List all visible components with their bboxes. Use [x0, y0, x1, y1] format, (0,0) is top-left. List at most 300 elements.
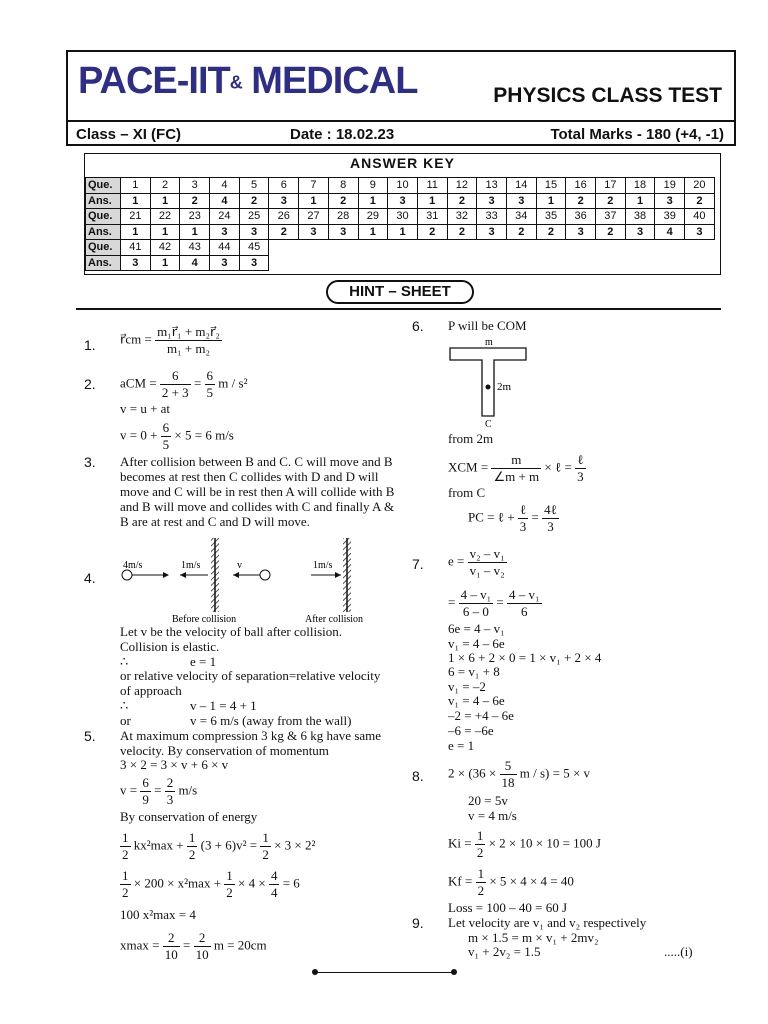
question-number-cell: 31	[417, 209, 447, 225]
fraction	[120, 868, 131, 901]
answer-cell: 2	[269, 224, 299, 240]
answer-cell: 2	[506, 224, 536, 240]
empty-cell	[388, 240, 418, 256]
mass-label: m	[485, 337, 493, 348]
empty-cell	[625, 255, 655, 271]
denominator: m₁ + m₂	[166, 341, 211, 356]
denominator: 10	[195, 947, 209, 962]
numerator: m	[491, 452, 541, 469]
fraction	[160, 368, 191, 401]
hint-4-line: Collision is elastic.	[120, 639, 220, 654]
denominator: 3	[166, 792, 174, 807]
fraction	[468, 546, 507, 579]
footer-dot	[312, 969, 318, 975]
denominator: 18	[501, 775, 515, 790]
answer-cell: 3	[239, 255, 269, 271]
denominator: 3	[547, 519, 554, 534]
question-number-cell: 32	[447, 209, 477, 225]
hint-7-line: v₁ = 4 – 6e	[448, 636, 505, 651]
hint-7-line: 6e = 4 – v₁	[448, 621, 505, 636]
question-number-cell: 28	[328, 209, 358, 225]
answer-cell: 3	[210, 255, 240, 271]
question-number-cell: 44	[210, 240, 240, 256]
hint-4-line: e = 1	[190, 654, 217, 669]
hint-7-line: v₁ = –2	[448, 679, 486, 694]
t-shape-figure	[446, 334, 536, 430]
answer-cell: 2	[417, 224, 447, 240]
numerator: m₁r⃗₁ + m₂r⃗₂	[157, 324, 220, 339]
empty-cell	[299, 240, 329, 256]
formula-part: Ki =	[448, 835, 472, 851]
empty-cell	[358, 255, 388, 271]
denominator: 10	[164, 947, 178, 962]
fraction	[575, 452, 586, 485]
denominator: 2	[477, 883, 485, 898]
empty-cell	[388, 255, 418, 271]
ans-label: Ans.	[86, 224, 121, 240]
hint-number: 7.	[412, 556, 424, 572]
hint-4-line: Let v be the velocity of ball after collision.	[120, 624, 343, 639]
answer-cell: 3	[210, 224, 240, 240]
hint-6-line: from C	[448, 485, 486, 500]
answer-key-box	[84, 153, 721, 275]
hint-6-formula	[468, 502, 559, 535]
answer-key-table	[85, 177, 715, 271]
empty-cell	[596, 255, 626, 271]
hint-7-line: –6 = –6e	[448, 723, 494, 738]
numerator: 1	[188, 830, 196, 845]
equals: =	[496, 594, 504, 610]
empty-cell	[536, 240, 566, 256]
fraction	[163, 930, 180, 963]
question-number-cell: 13	[477, 178, 507, 194]
question-number-cell: 6	[269, 178, 299, 194]
hint-7-line: –2 = +4 – 6e	[448, 708, 514, 723]
formula-part: × 2 × 10 × 10 = 100 J	[488, 835, 601, 851]
hint-7-line: 6 = v₁ + 8	[448, 664, 500, 679]
question-number-cell: 3	[180, 178, 210, 194]
question-number-cell: 34	[506, 209, 536, 225]
denominator: 5	[162, 437, 170, 452]
formula-part: × 3 × 2²	[274, 837, 316, 853]
denominator: ∠m + m	[493, 469, 540, 484]
fraction	[500, 758, 517, 791]
fraction	[161, 420, 172, 453]
fraction	[518, 502, 529, 535]
numerator: 1	[122, 830, 129, 845]
question-number-cell: 25	[239, 209, 269, 225]
fraction	[507, 587, 542, 620]
question-number-cell: 36	[566, 209, 596, 225]
formula-part: × ℓ =	[544, 459, 572, 475]
que-label: Que.	[86, 240, 121, 256]
hint-9-line: Let velocity are v₁ and v₂ respectively	[448, 915, 647, 930]
collision-figure	[115, 534, 390, 626]
formula-part: (3 + 6)v² =	[200, 837, 258, 853]
formula-part: × 5 = 6 m/s	[174, 427, 234, 443]
velocity-label: 1m/s	[313, 560, 333, 571]
com-point	[486, 385, 491, 390]
logo-amp: &	[229, 72, 242, 93]
wall-hatch	[211, 538, 219, 612]
hint-number: 8.	[412, 768, 424, 784]
question-number-cell: 26	[269, 209, 299, 225]
hint-7-formula	[448, 587, 542, 620]
hint-8-formula	[448, 828, 601, 861]
answer-cell: 2	[596, 224, 626, 240]
answer-cell: 1	[180, 224, 210, 240]
answer-cell: 1	[121, 224, 151, 240]
answer-cell: 4	[210, 193, 240, 209]
logo-iit: -IIT	[176, 60, 230, 102]
question-number-cell: 2	[150, 178, 180, 194]
fraction	[491, 452, 541, 485]
numerator: 5	[500, 758, 517, 775]
question-number-cell: 30	[388, 209, 418, 225]
hint-8-formula	[448, 758, 590, 791]
denominator: 3	[519, 519, 527, 534]
hint-5-formula	[120, 930, 267, 963]
denominator: 2	[262, 847, 269, 862]
hint-8-formula	[448, 866, 574, 899]
logo	[78, 60, 417, 103]
hint-8-line: Loss = 100 – 40 = 60 J	[448, 900, 568, 915]
numerator: 1	[477, 866, 485, 881]
point-label: C	[485, 419, 492, 430]
hint-4-symbol: ∴	[120, 654, 129, 669]
wall-hatch	[343, 538, 351, 612]
hint-number: 6.	[412, 318, 424, 334]
ball	[260, 570, 270, 580]
answer-cell: 2	[447, 224, 477, 240]
empty-cell	[269, 255, 299, 271]
fraction	[542, 502, 559, 535]
question-number-cell: 19	[655, 178, 685, 194]
answer-cell: 1	[417, 193, 447, 209]
formula-part: kx²max +	[133, 837, 184, 853]
question-number-cell: 22	[150, 209, 180, 225]
question-number-cell: 1	[121, 178, 151, 194]
denominator: v₁ – v₂	[469, 563, 505, 578]
hint-7-line: v₁ = 4 – 6e	[448, 693, 505, 708]
que-label: Que.	[86, 178, 121, 194]
fraction	[165, 775, 176, 808]
date-label: Date : 18.02.23	[290, 126, 395, 143]
empty-cell	[566, 240, 596, 256]
hint-5-line: 3 × 2 = 3 × v + 6 × v	[120, 757, 229, 772]
answer-cell: 1	[150, 255, 180, 271]
numerator: 2	[163, 930, 180, 947]
hint-4-symbol: or	[120, 713, 131, 728]
answer-cell: 1	[536, 193, 566, 209]
denominator: 6 – 0	[462, 604, 489, 619]
formula-part: m = 20cm	[213, 937, 267, 953]
answer-cell: 2	[566, 193, 596, 209]
hint-2-line: v = u + at	[120, 401, 171, 416]
numerator: 6	[162, 420, 170, 435]
formula-part: v =	[120, 782, 138, 798]
hint-4-line: of approach	[120, 683, 182, 698]
numerator: 4 – v₁	[460, 587, 492, 602]
question-number-cell: 14	[506, 178, 536, 194]
hint-5-line: velocity. By conservation of momentum	[120, 743, 329, 758]
answer-cell: 4	[180, 255, 210, 271]
question-number-cell: 38	[625, 209, 655, 225]
empty-cell	[685, 255, 715, 271]
answer-cell: 3	[239, 224, 269, 240]
ball	[122, 570, 132, 580]
question-number-cell: 10	[388, 178, 418, 194]
fraction	[224, 868, 235, 901]
empty-cell	[625, 240, 655, 256]
caption-before: Before collision	[172, 614, 237, 625]
empty-cell	[299, 255, 329, 271]
numerator: 4 – v₁	[508, 587, 540, 602]
mass-label: 2m	[497, 381, 512, 393]
footer-divider	[316, 972, 454, 973]
question-number-cell: 8	[328, 178, 358, 194]
answer-cell: 2	[180, 193, 210, 209]
answer-cell: 2	[536, 224, 566, 240]
velocity-label: 1m/s	[181, 560, 201, 571]
header-box	[66, 50, 736, 146]
empty-cell	[328, 240, 358, 256]
answer-cell: 3	[625, 224, 655, 240]
answer-cell: 3	[328, 224, 358, 240]
question-number-cell: 18	[625, 178, 655, 194]
answer-cell: 1	[299, 193, 329, 209]
answer-cell: 3	[506, 193, 536, 209]
question-number-cell: 40	[685, 209, 715, 225]
que-label: Que.	[86, 209, 121, 225]
question-number-cell: 5	[239, 178, 269, 194]
denominator: 2	[122, 885, 129, 900]
numerator: 6	[206, 368, 214, 383]
question-number-cell: 29	[358, 209, 388, 225]
ans-label: Ans.	[86, 255, 121, 271]
empty-cell	[506, 255, 536, 271]
empty-cell	[477, 255, 507, 271]
hint-1-formula	[120, 324, 222, 357]
hint-7-line: 1 × 6 + 2 × 0 = 1 × v₁ + 2 × 4	[448, 650, 602, 665]
answer-cell: 1	[121, 193, 151, 209]
answer-cell: 3	[269, 193, 299, 209]
empty-cell	[685, 240, 715, 256]
question-number-cell: 11	[417, 178, 447, 194]
question-number-cell: 43	[180, 240, 210, 256]
denominator: 9	[142, 792, 149, 807]
question-number-cell: 7	[299, 178, 329, 194]
formula-part: v = 0 +	[120, 427, 158, 443]
equals: =	[182, 937, 191, 953]
hint-divider	[76, 308, 721, 310]
numerator: 1	[226, 868, 233, 883]
formula-lhs: r⃗cm =	[120, 331, 152, 347]
answer-row	[86, 224, 715, 240]
fraction	[476, 866, 487, 899]
question-number-cell: 9	[358, 178, 388, 194]
hint-5-formula	[120, 868, 300, 901]
answer-cell: 2	[328, 193, 358, 209]
answer-cell: 1	[358, 193, 388, 209]
fraction	[269, 868, 280, 901]
answer-cell: 2	[596, 193, 626, 209]
hint-6-line: P will be COM	[448, 318, 527, 333]
hint-5-line: By conservation of energy	[120, 809, 258, 824]
numerator: 1	[122, 868, 129, 883]
test-title: PHYSICS CLASS TEST	[493, 84, 722, 107]
formula-part: e =	[448, 553, 465, 569]
numerator: 1	[476, 828, 484, 843]
answer-cell: 1	[150, 224, 180, 240]
formula-part: × 200 × x²max +	[133, 875, 222, 891]
question-number-cell: 16	[566, 178, 596, 194]
question-number-cell: 33	[477, 209, 507, 225]
equals: =	[531, 509, 539, 525]
hint-2-formula	[120, 368, 247, 401]
question-row	[86, 178, 715, 194]
answer-key-title: ANSWER KEY	[350, 155, 455, 171]
question-number-cell: 17	[596, 178, 626, 194]
formula-part: × 5 × 4 × 4 = 40	[489, 873, 574, 889]
question-row	[86, 240, 715, 256]
fraction	[194, 930, 211, 963]
equation-tag: .....(i)	[664, 944, 693, 959]
question-number-cell: 15	[536, 178, 566, 194]
question-number-cell: 23	[180, 209, 210, 225]
fraction	[155, 324, 222, 357]
answer-cell: 3	[121, 255, 151, 271]
denominator: 2	[226, 885, 233, 900]
numerator: 6	[142, 775, 149, 790]
numerator: 1	[262, 830, 269, 845]
answer-cell: 2	[239, 193, 269, 209]
numerator: 6	[160, 368, 191, 385]
empty-cell	[477, 240, 507, 256]
hint-6-line: from 2m	[448, 431, 494, 446]
hint-number: 5.	[84, 728, 96, 744]
empty-cell	[596, 240, 626, 256]
answer-cell: 1	[388, 224, 418, 240]
question-number-cell: 27	[299, 209, 329, 225]
answer-row	[86, 255, 715, 271]
answer-cell: 3	[685, 224, 715, 240]
empty-cell	[417, 255, 447, 271]
formula-part: Kf =	[448, 873, 473, 889]
empty-cell	[328, 255, 358, 271]
unit: m/s	[178, 782, 198, 798]
formula-part: × 4 ×	[238, 875, 266, 891]
hint-sheet-title: HINT – SHEET	[326, 280, 474, 304]
question-row	[86, 209, 715, 225]
fraction	[475, 828, 486, 861]
fraction	[187, 830, 198, 863]
formula-part: XCM =	[448, 459, 489, 475]
formula-part: m / s) = 5 × v	[519, 765, 591, 781]
numerator: 2	[166, 775, 174, 790]
hint-9-line: v₁ + 2v₂ = 1.5	[468, 944, 541, 959]
marks-label: Total Marks - 180 (+4, -1)	[550, 126, 724, 143]
denominator: 3	[577, 469, 584, 484]
fraction	[459, 587, 494, 620]
hint-number: 4.	[84, 570, 96, 586]
answer-cell: 3	[655, 193, 685, 209]
empty-cell	[417, 240, 447, 256]
fraction	[120, 830, 131, 863]
hint-5-line: 100 x²max = 4	[120, 907, 196, 922]
hint-number: 2.	[84, 376, 96, 392]
numerator: ℓ	[518, 502, 529, 519]
question-number-cell: 21	[121, 209, 151, 225]
hint-4-symbol: ∴	[120, 698, 129, 713]
denominator: 5	[206, 385, 214, 400]
question-number-cell: 35	[536, 209, 566, 225]
velocity-label: v	[237, 560, 242, 571]
hint-4-line: or relative velocity of separation=relative velocity	[120, 668, 381, 683]
formula-part: = 6	[282, 875, 300, 891]
fraction	[205, 368, 216, 401]
question-number-cell: 39	[655, 209, 685, 225]
question-number-cell: 12	[447, 178, 477, 194]
denominator: 2 + 3	[161, 385, 189, 400]
hint-number: 3.	[84, 454, 96, 470]
numerator: 4ℓ	[544, 502, 557, 517]
denominator: 2	[188, 847, 196, 862]
answer-cell: 1	[150, 193, 180, 209]
class-label: Class – XI (FC)	[76, 126, 182, 143]
hint-7-formula	[448, 546, 507, 579]
velocity-label: 4m/s	[123, 560, 143, 571]
empty-cell	[536, 255, 566, 271]
numerator: ℓ	[575, 452, 586, 469]
hint-5-line: At maximum compression 3 kg & 6 kg have same	[120, 728, 382, 743]
hint-8-line: 20 = 5v	[468, 793, 508, 808]
question-number-cell: 41	[121, 240, 151, 256]
answer-cell: 2	[447, 193, 477, 209]
hint-3-text: After collision between B and C. C will move and B becomes at rest then C collides with D and D will move and C will be in rest then A will collide with B and B will move and collides with C and finally A & B are at rest and C and D will move.	[120, 454, 395, 529]
hint-5-formula	[120, 830, 315, 863]
denominator: 6	[521, 604, 528, 619]
denominator: 2	[122, 847, 129, 862]
answer-cell: 3	[566, 224, 596, 240]
answer-cell: 1	[358, 224, 388, 240]
question-number-cell: 42	[150, 240, 180, 256]
formula-part: PC = ℓ +	[468, 509, 515, 525]
formula-part: 2 × (36 ×	[448, 765, 497, 781]
equals: =	[154, 782, 162, 798]
empty-cell	[655, 255, 685, 271]
question-number-cell: 4	[210, 178, 240, 194]
answer-cell: 4	[655, 224, 685, 240]
empty-cell	[566, 255, 596, 271]
hint-4-line: v = 6 m/s (away from the wall)	[190, 713, 352, 728]
formula-lhs: aCM =	[120, 375, 157, 391]
empty-cell	[655, 240, 685, 256]
question-number-cell: 20	[685, 178, 715, 194]
hint-9-line: m × 1.5 = m × v₁ + 2mv₂	[468, 930, 599, 945]
empty-cell	[447, 255, 477, 271]
empty-cell	[358, 240, 388, 256]
logo-medical: MEDICAL	[241, 60, 418, 102]
denominator: 2	[476, 845, 484, 860]
hint-number: 9.	[412, 915, 424, 931]
header-divider	[68, 120, 734, 122]
answer-cell: 1	[625, 193, 655, 209]
question-number-cell: 24	[210, 209, 240, 225]
answer-cell: 2	[685, 193, 715, 209]
numerator: 4	[270, 868, 278, 883]
denominator: 4	[270, 885, 278, 900]
